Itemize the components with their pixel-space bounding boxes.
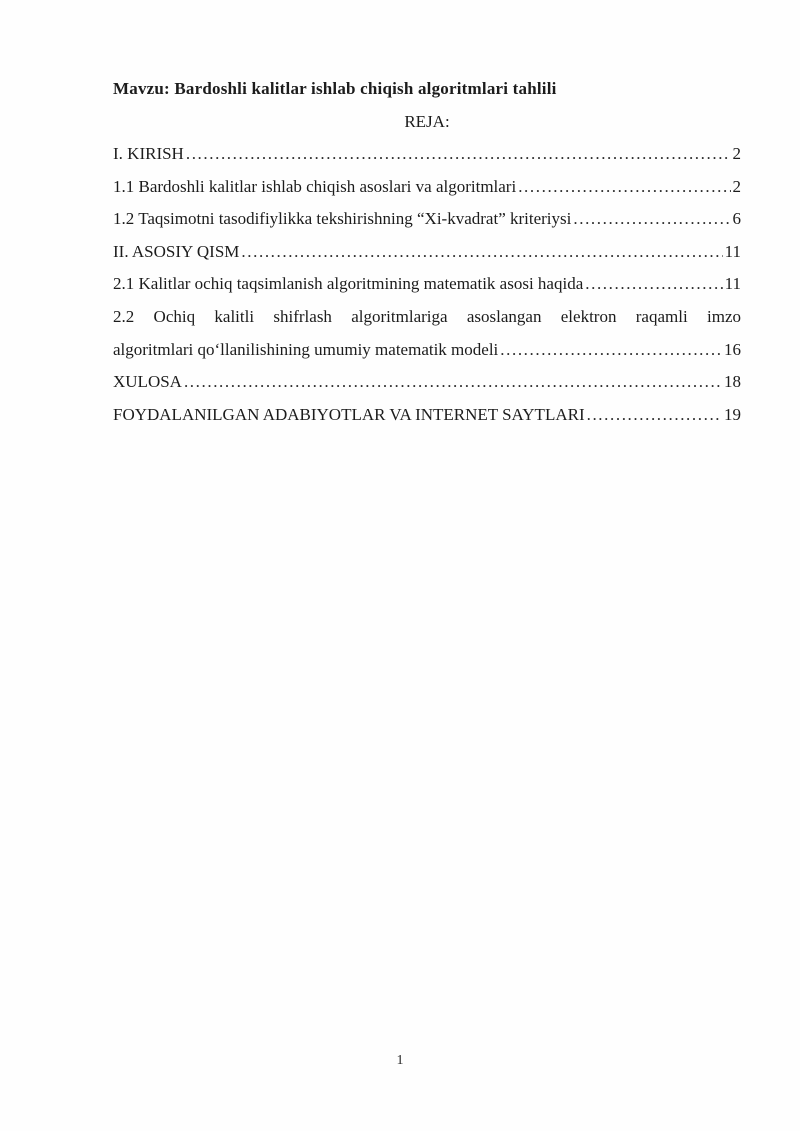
toc-dot-leader bbox=[186, 138, 731, 171]
reja-heading: REJA: bbox=[404, 112, 450, 131]
toc-entry-1-1[interactable] bbox=[113, 171, 741, 204]
toc-dot-leader bbox=[573, 203, 730, 236]
toc-dot-leader bbox=[585, 268, 722, 301]
toc-dot-leader bbox=[500, 334, 722, 367]
document-title: Mavzu: Bardoshli kalitlar ishlab chiqish algoritmlari tahlili bbox=[113, 79, 557, 98]
toc-entry-page: 2 bbox=[732, 144, 741, 163]
page-number: 1 bbox=[396, 1053, 404, 1068]
toc-entry-2-1[interactable] bbox=[113, 268, 741, 301]
toc-dot-leader bbox=[184, 366, 722, 399]
toc-entry-2-2[interactable] bbox=[113, 301, 741, 366]
toc-entry-label: I. KIRISH bbox=[113, 144, 184, 163]
document-content bbox=[113, 72, 741, 431]
toc-entry-kirish[interactable] bbox=[113, 138, 741, 171]
toc-entry-xulosa[interactable] bbox=[113, 366, 741, 399]
toc-dot-leader bbox=[241, 236, 722, 269]
toc-entry-adabiyotlar[interactable] bbox=[113, 399, 741, 432]
toc-entry-page: 16 bbox=[724, 339, 741, 359]
toc-entry-page: 2 bbox=[732, 176, 741, 196]
toc-entry-label: 1.1 Bardoshli kalitlar ishlab chiqish asoslari va algoritmlari bbox=[113, 176, 517, 196]
toc-entry-label: 2.1 Kalitlar ochiq taqsimlanish algoritmining matematik asosi haqida bbox=[113, 274, 584, 294]
toc-entry-page: 18 bbox=[724, 372, 741, 392]
toc-entry-page: 11 bbox=[724, 274, 741, 294]
toc-entry-page: 6 bbox=[732, 209, 741, 229]
toc-entry-label: II. ASOSIY QISM bbox=[113, 241, 240, 261]
toc-entry-page: 11 bbox=[724, 241, 741, 261]
toc-entry-label: XULOSA bbox=[113, 372, 182, 392]
toc-entry-1-2[interactable] bbox=[113, 203, 741, 236]
toc-entry-label-line1: 2.2 Ochiq kalitli shifrlash algoritmlariga asoslangan elektron raqamli imzo bbox=[113, 306, 741, 326]
table-of-contents bbox=[113, 138, 741, 431]
toc-entry-page: 19 bbox=[724, 404, 741, 424]
toc-entry-label: FOYDALANILGAN ADABIYOTLAR VA INTERNET SAYTLARI bbox=[113, 404, 585, 424]
toc-dot-leader bbox=[518, 171, 730, 204]
toc-dot-leader bbox=[587, 399, 722, 432]
toc-entry-label: 1.2 Taqsimotni tasodifiylikka tekshirishning “Xi-kvadrat” kriteriysi bbox=[113, 209, 572, 229]
toc-entry-asosiy-qism[interactable] bbox=[113, 236, 741, 269]
toc-entry-label-line2: algoritmlari qo‘llanilishining umumiy matematik modeli bbox=[113, 339, 499, 359]
